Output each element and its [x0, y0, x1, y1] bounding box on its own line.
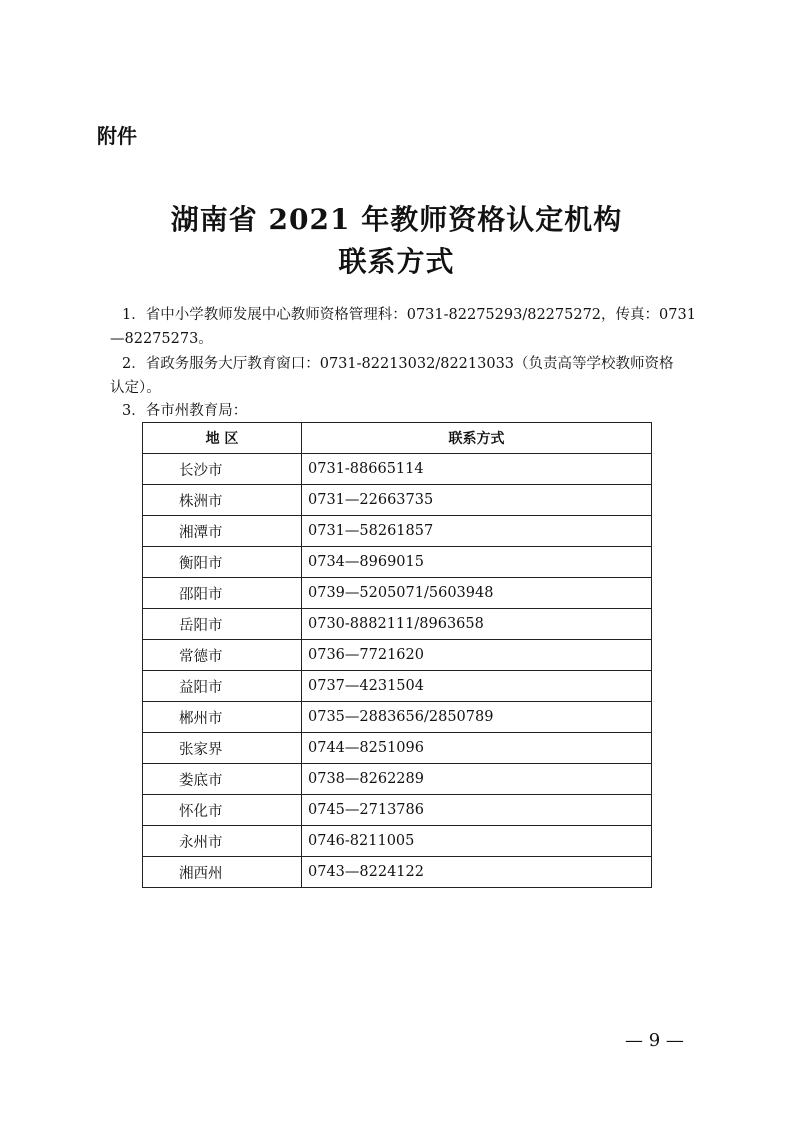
region-cell: 常德市: [143, 640, 302, 671]
region-cell: 张家界: [143, 733, 302, 764]
table-row: [143, 702, 652, 733]
phone-cell: 0731-88665114: [302, 454, 652, 485]
table-row: [143, 516, 652, 547]
region-cell: 益阳市: [143, 671, 302, 702]
paragraph-1: [110, 303, 700, 351]
paragraph-2-line-1: 2．省政务服务大厅教育窗口：0731-82213032/82213033（负责高等学校教师资格: [122, 356, 674, 372]
column-header-region: 地 区: [143, 423, 302, 454]
page-number: — 9 —: [625, 1030, 684, 1051]
table-row: [143, 547, 652, 578]
table-body: [143, 454, 652, 888]
contact-table: [142, 422, 652, 888]
table-header-row: [143, 423, 652, 454]
column-header-contact: 联系方式: [302, 423, 652, 454]
phone-cell: 0745—2713786: [302, 795, 652, 826]
phone-cell: 0731—58261857: [302, 516, 652, 547]
region-cell: 怀化市: [143, 795, 302, 826]
region-cell: 岳阳市: [143, 609, 302, 640]
phone-cell: 0736—7721620: [302, 640, 652, 671]
phone-cell: 0746-8211005: [302, 826, 652, 857]
region-cell: 株洲市: [143, 485, 302, 516]
document-title: 湖南省 2021 年教师资格认定机构: [170, 203, 623, 236]
phone-cell: 0743—8224122: [302, 857, 652, 888]
phone-cell: 0735—2883656/2850789: [302, 702, 652, 733]
phone-cell: 0744—8251096: [302, 733, 652, 764]
region-cell: 湘西州: [143, 857, 302, 888]
table-row: [143, 454, 652, 485]
paragraph-3: 3．各市州教育局：: [122, 403, 248, 419]
table-row: [143, 578, 652, 609]
phone-cell: 0730-8882111/8963658: [302, 609, 652, 640]
attachment-label: 附件: [97, 124, 137, 148]
table-row: [143, 733, 652, 764]
region-cell: 长沙市: [143, 454, 302, 485]
table-row: [143, 764, 652, 795]
table-row: [143, 485, 652, 516]
region-cell: 邵阳市: [143, 578, 302, 609]
region-cell: 湘潭市: [143, 516, 302, 547]
paragraph-1-line-1: 1．省中小学教师发展中心教师资格管理科：0731-82275293/82275272，传真：0731: [122, 307, 696, 323]
region-cell: 郴州市: [143, 702, 302, 733]
table-row: [143, 671, 652, 702]
document-subtitle: 联系方式: [338, 245, 455, 278]
table-row: [143, 640, 652, 671]
table-row: [143, 795, 652, 826]
region-cell: 娄底市: [143, 764, 302, 795]
table-row: [143, 609, 652, 640]
table-row: [143, 857, 652, 888]
table-row: [143, 826, 652, 857]
phone-cell: 0731—22663735: [302, 485, 652, 516]
paragraph-2-line-2: 认定）。: [110, 380, 161, 396]
phone-cell: 0737—4231504: [302, 671, 652, 702]
paragraph-2: [110, 352, 700, 400]
phone-cell: 0739—5205071/5603948: [302, 578, 652, 609]
region-cell: 衡阳市: [143, 547, 302, 578]
paragraph-1-line-2: —82275273。: [110, 331, 213, 347]
region-cell: 永州市: [143, 826, 302, 857]
phone-cell: 0738—8262289: [302, 764, 652, 795]
phone-cell: 0734—8969015: [302, 547, 652, 578]
